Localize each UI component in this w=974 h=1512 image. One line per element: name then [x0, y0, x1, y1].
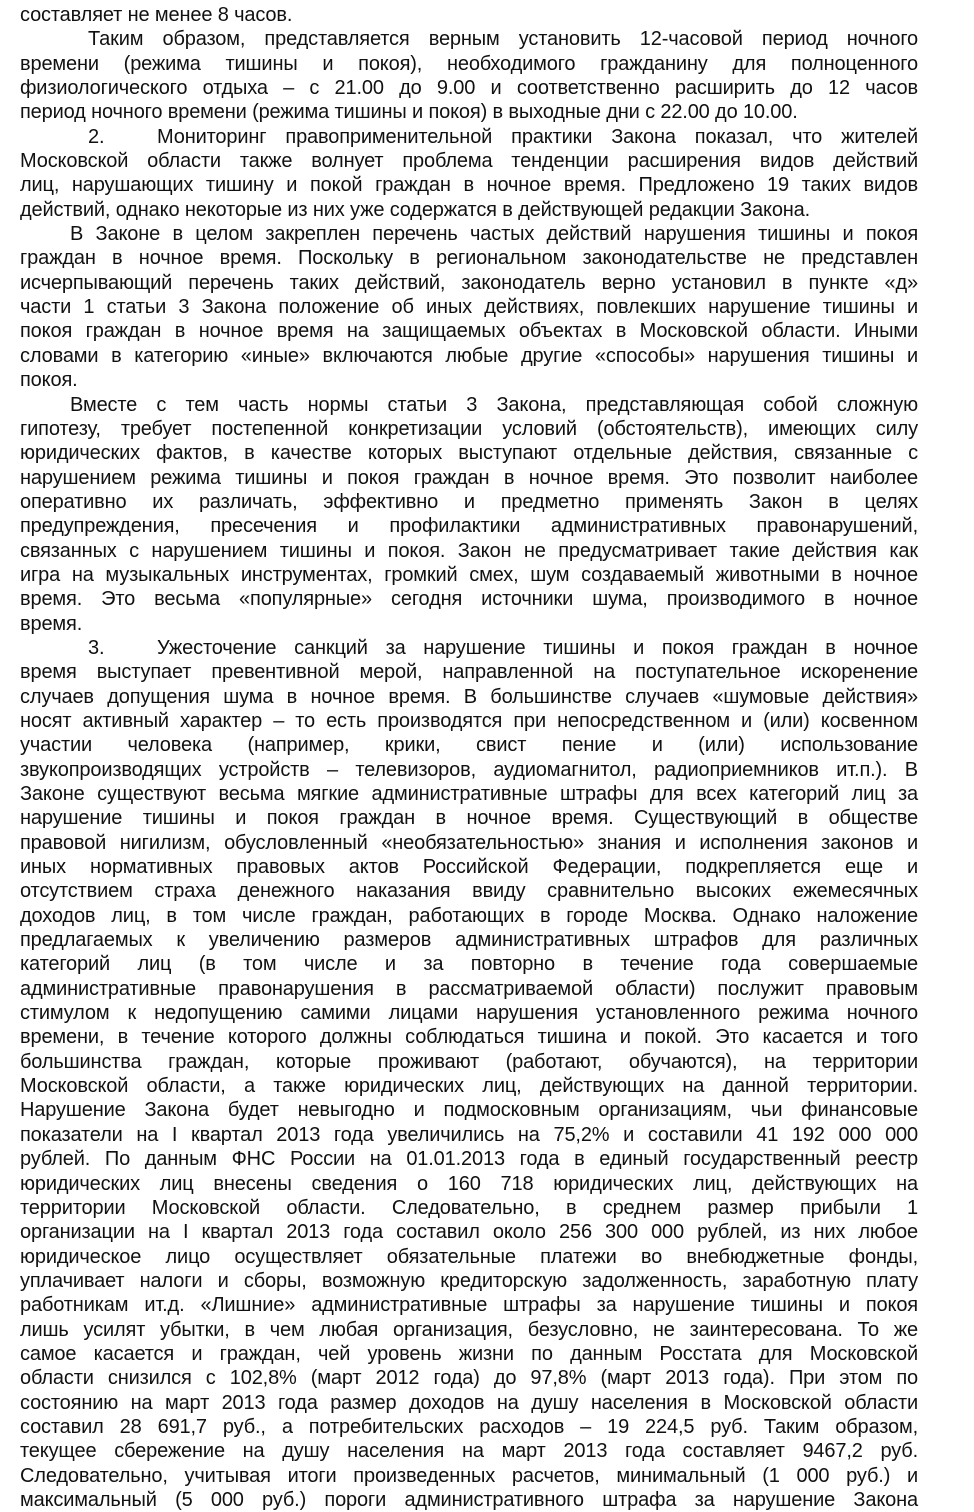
text-line: словами в категорию «иные» включаются любые другие «способы» нарушения тишины и: [20, 344, 918, 367]
text-line: юридическое лицо осуществляет обязательные платежи во внебюджетные фонды,: [20, 1245, 918, 1268]
text-line: время выступает превентивной мерой, направленной на поступательное искоренение: [20, 661, 918, 684]
text-line: оперативно их различать, эффективно и предметно применять Закон в целях: [20, 490, 918, 513]
text-line: максимальный (5 000 руб.) пороги административного штрафа за нарушение Закона: [20, 1488, 918, 1511]
text-line: [20, 125, 918, 149]
text-line: территории Московской области. Следовательно, в среднем размер прибыли 1: [20, 1196, 918, 1219]
text-line: Таким образом, представляется верным установить 12-часовой период ночного: [88, 28, 918, 51]
text-line: текущее сбережение на душу населения на март 2013 года составляет 9467,2 руб.: [20, 1440, 918, 1463]
text-line: игра на музыкальных инструментах, громкий смех, шум создаваемый животными в ночное: [20, 563, 918, 586]
text-line: лиц, нарушающих тишину и покой граждан в ночное время. Предложено 19 таких видов: [20, 174, 918, 197]
text-line: иных нормативных правовых актов Российской Федерации, подкрепляется еще и: [20, 856, 918, 879]
text-line: гипотезу, требует постепенной конкретизации условий (обстоятельств), имеющих силу: [20, 417, 918, 440]
list-number: 2.: [88, 125, 105, 148]
text-line: правовой нигилизм, обусловленный «необязательностью» знания и исполнения законов и: [20, 831, 918, 854]
text-line: связанных с нарушением тишины и покоя. Закон не предусматривает такие действия как: [20, 539, 918, 562]
text-line: период ночного времени (режима тишины и покоя) в выходные дни с 22.00 до 10.00.: [20, 101, 798, 124]
paragraph: [20, 222, 918, 392]
text-line: части 1 статьи 3 Закона положение об иных действиях, повлекших нарушение тишины и: [20, 296, 918, 319]
text-line: нарушение тишины и покоя граждан в ночное время. Существующий в обществе: [20, 807, 918, 830]
text-line: Московской области, а также юридических лиц, действующих на данной территории.: [20, 1075, 918, 1098]
text-line: стимулом к недопущению самими лицами нарушения установленного режима ночного: [20, 1002, 918, 1025]
paragraph: [20, 393, 918, 636]
text-line: предупреждения, пресечения и профилактики административных правонарушений,: [20, 515, 918, 538]
text-line: звукопроизводящих устройств – телевизоров, аудиомагнитол, радиоприемников ит.п.). В: [20, 758, 918, 781]
text-line: юридических лиц внесены сведения о 160 718 юридических лиц, действующих на: [20, 1172, 918, 1195]
text-line: носят активный характер – то есть производятся при непосредственном и (или) косвенном: [20, 709, 918, 732]
text-line: административные правонарушения в рассматриваемой области) послужит правовым: [20, 977, 918, 1000]
text-line: время. Это весьма «популярные» сегодня источники шума, производимого в ночное: [20, 588, 918, 611]
list-number: 3.: [88, 636, 105, 659]
text-line: Законе существуют весьма мягкие административные штрафы для всех категорий лиц за: [20, 783, 918, 805]
paragraph: [20, 636, 918, 1512]
text-line: предлагаемых к увеличению размеров административных штрафов для различных: [20, 929, 918, 952]
text-line: покоя.: [20, 369, 78, 392]
text-line: времени, в течение которого должны соблюдаться тишина и покой. Это касается и того: [20, 1026, 918, 1049]
text-line: Следовательно, учитывая итоги произведенных расчетов, минимальный (1 000 руб.) и: [20, 1464, 918, 1487]
text-line: категорий лиц (в том числе и за повторно в течение года совершаемые: [20, 953, 918, 976]
text-line: физиологического отдыха – с 21.00 до 9.00 и соответственно расширить до 12 часов: [20, 77, 918, 100]
text-line: юридических фактов, в качестве которых выступают отдельные действия, связанные с: [20, 442, 918, 465]
text-line: действий, однако некоторые из них уже содержатся в действующей редакции Закона.: [20, 198, 811, 221]
text-line: Вместе с тем часть нормы статьи 3 Закона, представляющая собой сложную: [70, 393, 918, 416]
text-line: участии человека (например, крики, свист пение и (или) использование: [20, 734, 918, 757]
line-text: Ужесточение санкций за нарушение тишины и покоя граждан в ночное: [157, 636, 918, 659]
text-line: Нарушение Закона будет невыгодно и подмосковным организациям, чьи финансовые: [20, 1099, 918, 1122]
text-line: уплачивает налоги и сборы, возможную кредиторскую задолженность, заработную плату: [20, 1269, 918, 1292]
text-line: состоянию на март 2013 года размер доходов на душу населения в Московской области: [20, 1391, 918, 1414]
line-text: Мониторинг правоприменительной практики Закона показал, что жителей: [157, 125, 918, 148]
paragraph: [20, 27, 918, 124]
text-line: показатели на I квартал 2013 года увеличились на 75,2% и составили 41 192 000 000: [20, 1123, 918, 1146]
paragraph: [20, 125, 918, 222]
text-line: время.: [20, 612, 83, 635]
text-line: [20, 636, 918, 660]
text-line: доходов лиц, в том числе граждан, работающих в городе Москва. Однако наложение: [20, 904, 918, 927]
text-line: отсутствием страха денежного наказания ввиду сравнительно высоких ежемесячных: [20, 880, 918, 903]
paragraph: [20, 3, 918, 27]
text-line: времени (режима тишины и покоя), необходимого гражданину для полноценного: [20, 52, 918, 75]
text-line: составил 28 691,7 руб., а потребительских расходов – 19 224,5 руб. Таким образом,: [20, 1415, 918, 1438]
text-line: составляет не менее 8 часов.: [20, 4, 293, 26]
text-line: покоя граждан в ночное время на защищаемых объектах в Московской области. Иными: [20, 320, 918, 343]
text-line: работникам ит.д. «Лишние» административные штрафы за нарушение тишины и покоя: [20, 1294, 918, 1317]
text-line: большинства граждан, которые проживают (работают, обучаются), на территории: [20, 1050, 918, 1073]
text-line: самое касается и граждан, чей уровень жизни по данным Росстата для Московской: [20, 1342, 918, 1365]
text-line: исчерпывающий перечень таких действий, законодатель верно установил в пункте «д»: [20, 271, 918, 294]
text-line: лишь усилят убытки, в чем любая организация, безусловно, не заинтересована. То же: [20, 1318, 918, 1341]
text-line: случаев допущения шума в ночное время. В большинстве случаев «шумовые действия»: [20, 685, 918, 708]
text-line: области снизился с 102,8% (март 2012 года) до 97,8% (март 2013 года). При этом по: [20, 1367, 918, 1390]
text-line: нарушением режима тишины и покоя граждан в ночное время. Это позволит наиболее: [20, 466, 918, 489]
text-line: граждан в ночное время. Поскольку в региональном законодательстве не представлен: [20, 247, 918, 270]
text-line: Московской области также волнует проблема тенденции расширения видов действий: [20, 150, 918, 173]
text-line: В Законе в целом закреплен перечень частых действий нарушения тишины и покоя: [70, 223, 918, 246]
text-line: организации на I квартал 2013 года составил около 256 300 000 рублей, из них любое: [20, 1221, 918, 1244]
text-line: рублей. По данным ФНС России на 01.01.2013 года в единый государственный реестр: [20, 1148, 918, 1171]
document-page: [20, 3, 918, 1512]
